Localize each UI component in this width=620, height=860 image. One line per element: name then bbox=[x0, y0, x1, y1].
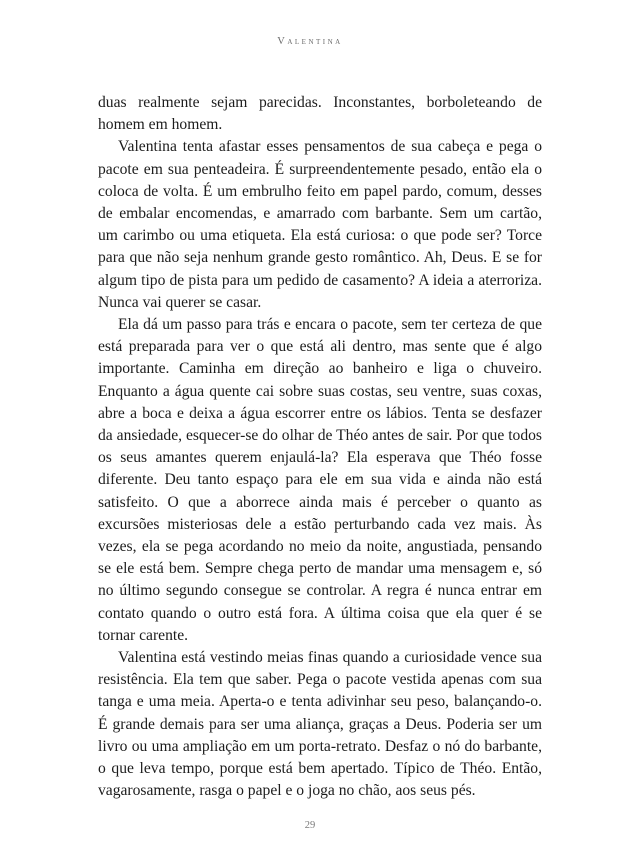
paragraph-continuation: duas realmente sejam parecidas. Inconstantes, borboleteando de homem em homem. bbox=[98, 94, 542, 134]
body-text bbox=[98, 92, 542, 803]
running-header: Valentina bbox=[277, 36, 343, 47]
paragraph-package: Valentina tenta afastar esses pensamentos de sua cabeça e pega o pacote em sua penteadeira. É surpreendentemente pesado, então ela o coloca de volta. É um embrulho feito em papel pardo, comum, desses de embalar encomendas, e amarrado com barbante. Sem um cartão, um carimbo ou uma etiqueta. Ela está curiosa: o que pode ser? Torce para que não seja nenhum grande gesto romântico. Ah, Deus. E se for algum tipo de pista para um pedido de casamento? A ideia a aterroriza. Nunca vai querer se casar. bbox=[98, 138, 542, 311]
paragraph-shower: Ela dá um passo para trás e encara o pacote, sem ter certeza de que está preparada para ver o que está ali dentro, mas sente que é algo importante. Caminha em direção ao banheiro e liga o chuveiro. Enquanto a água quente cai sobre suas costas, seu ventre, suas coxas, abre a boca e deixa a água escorrer entre os lábios. Tenta se desfazer da ansiedade, esquecer-se do olhar de Théo antes de sair. Por que todos os seus amantes querem enjaulá-la? Ela esperava que Théo fosse diferente. Deu tanto espaço para ele em sua vida e ainda não está satisfeito. O que a aborrece ainda mais é perceber o quanto as excursões misteriosas dele a estão perturbando cada vez mais. Às vezes, ela se pega acordando no meio da noite, angustiada, pensando se ele está bem. Sempre chega perto de mandar uma mensagem e, só no último segundo consegue se controlar. A regra é nunca entrar em contato quando o outro está fora. A última coisa que ela quer é se tornar carente. bbox=[98, 316, 542, 644]
paragraph-curiosity: Valentina está vestindo meias finas quando a curiosidade vence sua resistência. Ela tem que saber. Pega o pacote vestida apenas com sua tanga e uma meia. Aperta-o e tenta adivinhar seu peso, balançando-o. É grande demais para ser uma aliança, graças a Deus. Poderia ser um livro ou uma ampliação em um porta-retrato. Desfaz o nó do barbante, o que leva tempo, porque está bem apertado. Típico de Théo. Então, vagarosamente, rasga o papel e o joga no chão, aos seus pés. bbox=[98, 649, 542, 800]
page-number: 29 bbox=[304, 820, 316, 831]
